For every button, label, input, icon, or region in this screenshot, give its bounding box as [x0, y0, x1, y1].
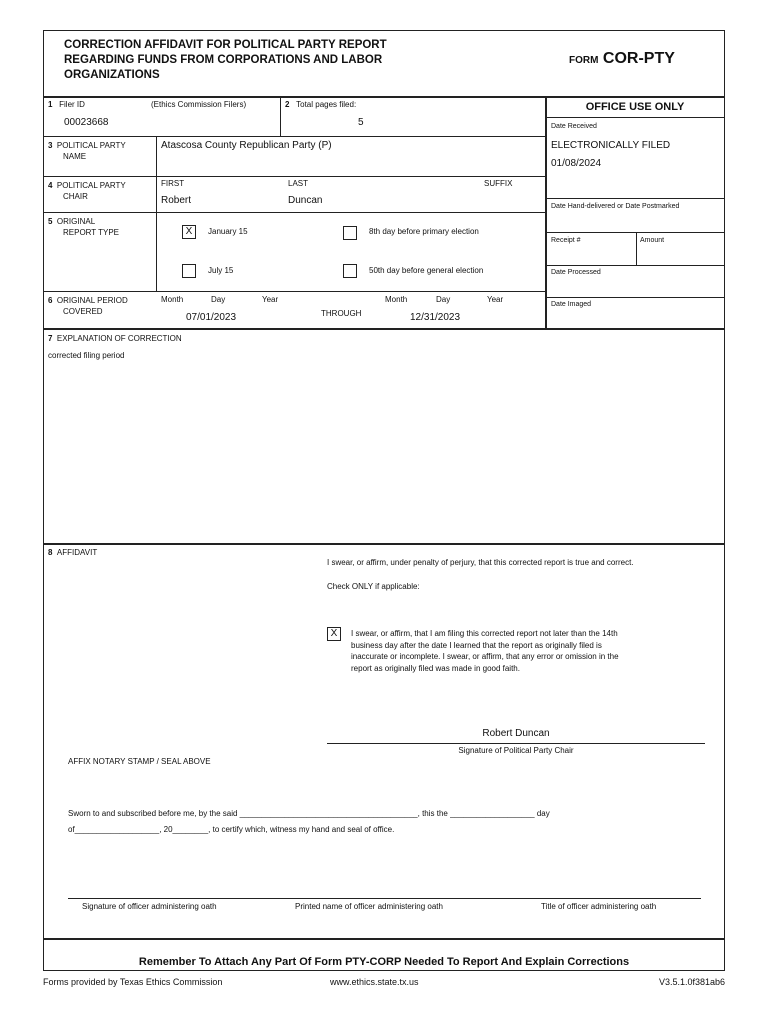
january-15-label: January 15 [208, 227, 248, 236]
period-to-value[interactable]: 12/31/2023 [410, 312, 461, 323]
signature-label: Signature of Political Party Chair [458, 746, 574, 755]
date-imaged-label: Date Imaged [551, 301, 592, 308]
period-to-year-label: Year [487, 295, 504, 304]
officer-signature-line [68, 898, 701, 899]
sworn-line-2: of___________________, 20________, to certify which, witness my hand and seal of office. [68, 825, 395, 834]
july-15-label: July 15 [208, 266, 234, 275]
divider [636, 232, 637, 265]
primary-8th-day-label: 8th day before primary election [369, 227, 479, 236]
signature-line [327, 743, 705, 744]
amount-label: Amount [640, 237, 665, 244]
party-name-value[interactable]: Atascosa County Republican Party (P) [161, 140, 332, 151]
form-code: FORM COR-PTY [569, 50, 675, 67]
notary-label: AFFIX NOTARY STAMP / SEAL ABOVE [68, 757, 211, 766]
header-divider [43, 96, 725, 98]
period-from-year-label: Year [262, 295, 279, 304]
date-processed-label: Date Processed [551, 269, 601, 276]
divider [43, 136, 545, 137]
reminder-text: Remember To Attach Any Part Of Form PTY-CORP Needed To Report And Explain Corrections [138, 956, 630, 968]
total-pages-value[interactable]: 5 [358, 117, 364, 128]
divider [546, 117, 725, 118]
period-to-day-label: Day [436, 295, 451, 304]
filer-id-value[interactable]: 00023668 [64, 117, 109, 128]
filer-id-sublabel: (Ethics Commission Filers) [151, 100, 247, 109]
explanation-value[interactable]: corrected filing period [48, 351, 125, 360]
affidavit-label: 8 AFFIDAVIT [48, 548, 98, 557]
divider [156, 136, 157, 291]
check-only-label: Check ONLY if applicable: [327, 582, 420, 591]
report-type-label: 5 ORIGINAL REPORT TYPE [48, 217, 120, 237]
january-15-checkbox[interactable]: X [182, 225, 196, 239]
divider [43, 291, 545, 292]
office-use-title: OFFICE USE ONLY [585, 101, 685, 113]
chair-suffix-label: SUFFIX [484, 179, 513, 188]
officer-signature-label: Signature of officer administering oath [82, 902, 217, 911]
chair-last-value[interactable]: Duncan [288, 195, 323, 206]
period-from-day-label: Day [211, 295, 226, 304]
divider [280, 96, 281, 136]
chair-last-label: LAST [288, 179, 309, 188]
good-faith-statement: I swear, or affirm, that I am filing this corrected report not later than the 14th business day after the date I learned that the report as originally filed is inaccurate or incomplete. I swear, or affirm, that any error or omission in the report as originally filed was made in good faith. [351, 629, 619, 673]
chair-first-label: FIRST [161, 179, 185, 188]
july-15-checkbox[interactable] [182, 264, 196, 278]
explanation-label: 7 EXPLANATION OF CORRECTION [48, 334, 182, 343]
officer-title-label: Title of officer administering oath [541, 902, 657, 911]
divider [546, 198, 725, 199]
signer-name: Robert Duncan [482, 728, 550, 739]
divider [546, 297, 725, 298]
chair-first-value[interactable]: Robert [161, 195, 192, 206]
hand-delivered-label: Date Hand-delivered or Date Postmarked [551, 203, 680, 210]
receipt-label: Receipt # [551, 237, 581, 244]
general-50th-day-checkbox[interactable] [343, 264, 357, 278]
general-50th-day-label: 50th day before general election [369, 266, 484, 275]
filing-status-date: 01/08/2024 [551, 158, 602, 169]
divider [546, 265, 725, 266]
sworn-line-1: Sworn to and subscribed before me, by the said ________________________________________, this the ___________________ day [68, 809, 550, 818]
filer-id-label: 1 Filer ID [48, 100, 85, 109]
version-label: V3.5.1.0f381ab6 [658, 977, 725, 987]
period-to-month-label: Month [385, 295, 408, 304]
period-from-value[interactable]: 07/01/2023 [186, 312, 237, 323]
period-from-month-label: Month [161, 295, 184, 304]
swear-statement: I swear, or affirm, under penalty of perjury, that this corrected report is true and correct. [327, 558, 634, 567]
office-divider [545, 96, 547, 329]
website-link[interactable]: www.ethics.state.tx.us [330, 977, 419, 987]
provided-by: Forms provided by Texas Ethics Commission [43, 977, 223, 987]
divider [43, 328, 725, 330]
good-faith-checkbox[interactable]: X [327, 627, 341, 641]
divider [43, 176, 545, 177]
date-received-label: Date Received [551, 123, 597, 130]
divider [43, 938, 725, 940]
form-title: CORRECTION AFFIDAVIT FOR POLITICAL PARTY REPORT REGARDING FUNDS FROM CORPORATIONS AND LABOR ORGANIZATIONS [64, 39, 387, 81]
party-name-label: 3 POLITICAL PARTY NAME [48, 141, 126, 161]
period-label: 6 ORIGINAL PERIOD COVERED [48, 296, 128, 316]
divider [43, 543, 725, 545]
filing-status: ELECTRONICALLY FILED [551, 140, 671, 151]
primary-8th-day-checkbox[interactable] [343, 226, 357, 240]
total-pages-label: 2 Total pages filed: [285, 100, 357, 109]
officer-name-label: Printed name of officer administering oath [295, 902, 443, 911]
divider [43, 212, 545, 213]
through-label: THROUGH [321, 309, 362, 318]
chair-label: 4 POLITICAL PARTY CHAIR [48, 181, 126, 201]
